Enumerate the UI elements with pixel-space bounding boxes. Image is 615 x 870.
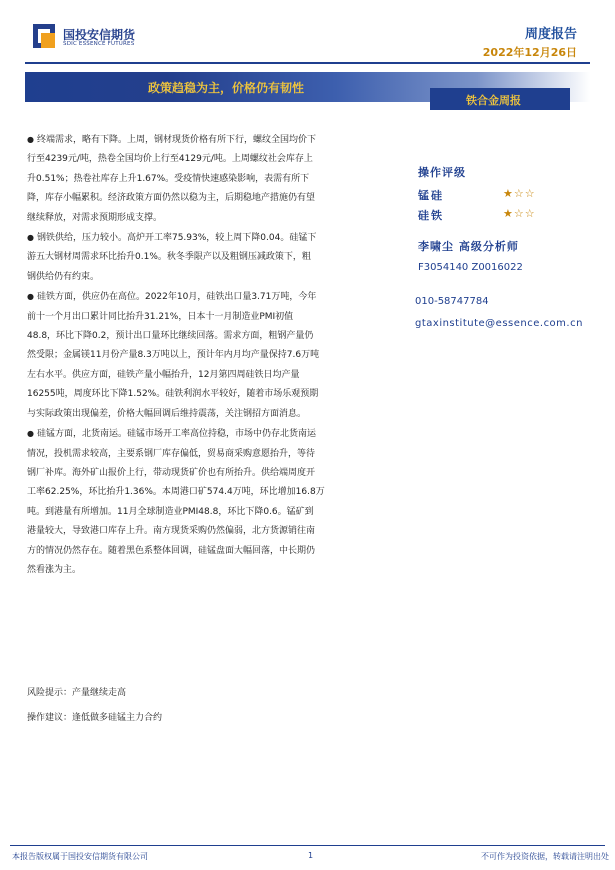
line-text: 前十一个月出口累计同比抬升31.21%，日本十一月制造业PMI初值 xyxy=(27,311,294,322)
paragraph-line xyxy=(27,445,400,464)
paragraph-line xyxy=(27,464,400,483)
rating-stars-mn-si: ★☆☆ xyxy=(503,187,536,200)
logo-text-cn: 国投安信期货 xyxy=(63,28,136,42)
paragraph-line xyxy=(27,561,400,580)
rating-title: 操作评级 xyxy=(418,166,466,179)
paragraph-line xyxy=(27,130,400,150)
paragraph-line xyxy=(27,366,400,385)
line-text: 游五大钢材周需求环比抬升0.1%。秋冬季限产以及粗钢压减政策下，粗 xyxy=(27,252,311,263)
line-text: 终端需求，略有下降。上周，钢材现货价格有所下行，螺纹全国均价下 xyxy=(36,135,316,145)
line-text: 钢厂补库。海外矿山报价上行，带动现货矿价也有所抬升。供给端周度开 xyxy=(27,467,316,478)
analyst-phone: 010-58747784 xyxy=(415,296,489,307)
paragraph-line xyxy=(27,268,400,287)
section-tab-label: 铁合金周报 xyxy=(466,94,521,107)
paragraph-line xyxy=(27,327,400,346)
line-text: 钢供给仍有约束。 xyxy=(27,271,100,282)
line-text: 与实际政策出现偏差，价格大幅回调后维持震荡，关注钢招方面消息。 xyxy=(27,408,307,419)
header-divider xyxy=(25,62,590,64)
paragraph-line xyxy=(27,228,400,248)
paragraph-line xyxy=(27,483,400,502)
footer-disclaimer: 不可作为投资依据，转载请注明出处 xyxy=(481,852,609,861)
line-text: 吨。到港量有所增加。11月全球制造业PMI48.8，环比下降0.6。锰矿到 xyxy=(27,506,314,517)
logo-mark-icon xyxy=(33,24,55,48)
paragraph-line xyxy=(27,503,400,522)
paragraph-line xyxy=(27,308,400,327)
paragraph-line xyxy=(27,346,400,365)
bullet-icon: ● xyxy=(27,429,34,439)
rating-stars-fe-si: ★☆☆ xyxy=(503,207,536,220)
paragraph-line xyxy=(27,287,400,307)
analyst-email[interactable]: gtaxinstitute@essence.com.cn xyxy=(415,318,583,329)
line-text: 左右水平。供应方面，硅铁产量小幅抬升，12月第四周硅铁日均产量 xyxy=(27,369,300,380)
line-text: 硅锰方面，北货南运。硅锰市场开工率高位持稳，市场中仍存北货南运 xyxy=(36,429,316,440)
line-text: 工率62.25%，环比抬升1.36%。本周港口矿574.4万吨，环比增加16.8万 xyxy=(27,487,325,498)
bullet-icon: ● xyxy=(27,292,34,302)
paragraph-line xyxy=(27,522,400,541)
line-text: 钢铁供给，压力较小。高炉开工率75.93%，较上周下降0.04。硅锰下 xyxy=(36,233,317,244)
line-text: 48.8，环比下降0.2，预计出口量环比继续回落。需求方面，粗钢产量仍 xyxy=(27,331,314,342)
line-text: 方的情况仍然存在。随着黑色系整体回调，硅锰盘面大幅回落，中长期仍 xyxy=(27,545,316,556)
paragraph-line xyxy=(27,542,400,561)
paragraph-line xyxy=(27,405,400,424)
page-number: 1 xyxy=(308,851,314,860)
bullet-icon: ● xyxy=(27,233,34,243)
risk-warning: 风险提示：产量继续走高 xyxy=(27,688,127,698)
line-text: 然看涨为主。 xyxy=(27,564,82,575)
logo-text-en: SDIC ESSENCE FUTURES xyxy=(63,41,135,47)
paragraph-line xyxy=(27,150,400,169)
paragraph-line xyxy=(27,209,400,228)
line-text: 升0.51%；热卷社库存上升1.67%。受疫情快速感染影响，表需有所下 xyxy=(27,173,310,184)
paragraph-line xyxy=(27,248,400,267)
paragraph-line xyxy=(27,170,400,189)
report-type: 周度报告 xyxy=(524,27,577,42)
paragraph-line xyxy=(27,189,400,208)
bullet-icon: ● xyxy=(27,135,34,144)
paragraph-line xyxy=(27,424,400,444)
footer-copyright: 本报告版权属于国投安信期货有限公司 xyxy=(12,852,148,861)
report-title: 政策趋稳为主，价格仍有韧性 xyxy=(148,81,305,95)
line-text: 情况，投机需求较高，主要系钢厂库存偏低，贸易商采购意愿抬升，等待 xyxy=(27,448,316,459)
footer-divider xyxy=(10,845,605,846)
line-text: 16255吨，周度环比下降1.52%。硅铁利润水平较好，随着市场乐观预期 xyxy=(27,389,319,400)
operation-advice: 操作建议：逢低做多硅锰主力合约 xyxy=(27,713,163,723)
line-text: 继续释放，对需求预期形成支撑。 xyxy=(27,212,163,223)
analyst-cert: F3054140 Z0016022 xyxy=(418,262,523,273)
report-body xyxy=(27,130,400,580)
analyst-name: 李啸尘 高级分析师 xyxy=(418,240,519,253)
line-text: 港量较大，导致港口库存上升。南方现货采购仍然偏弱，北方货源销往南 xyxy=(27,526,316,537)
line-text: 硅铁方面，供应仍在高位。2022年10月，硅铁出口量3.71万吨，今年 xyxy=(36,292,317,303)
line-text: 行至4239元/吨，热卷全国均价上行至4129元/吨。上周螺纹社会库存上 xyxy=(27,154,313,165)
line-text: 然受限；金属镁11月份产量8.3万吨以上，预计年内月均产量保持7.6万吨 xyxy=(27,350,320,361)
paragraph-line xyxy=(27,385,400,404)
line-text: 降，库存小幅累积。经济政策方面仍然以稳为主，后期稳地产措施仍有望 xyxy=(27,193,316,204)
report-date: 2022年12月26日 xyxy=(482,46,577,59)
rating-name-fe-si: 硅铁 xyxy=(418,209,444,222)
company-logo xyxy=(33,24,183,52)
rating-name-mn-si: 锰硅 xyxy=(418,189,444,202)
